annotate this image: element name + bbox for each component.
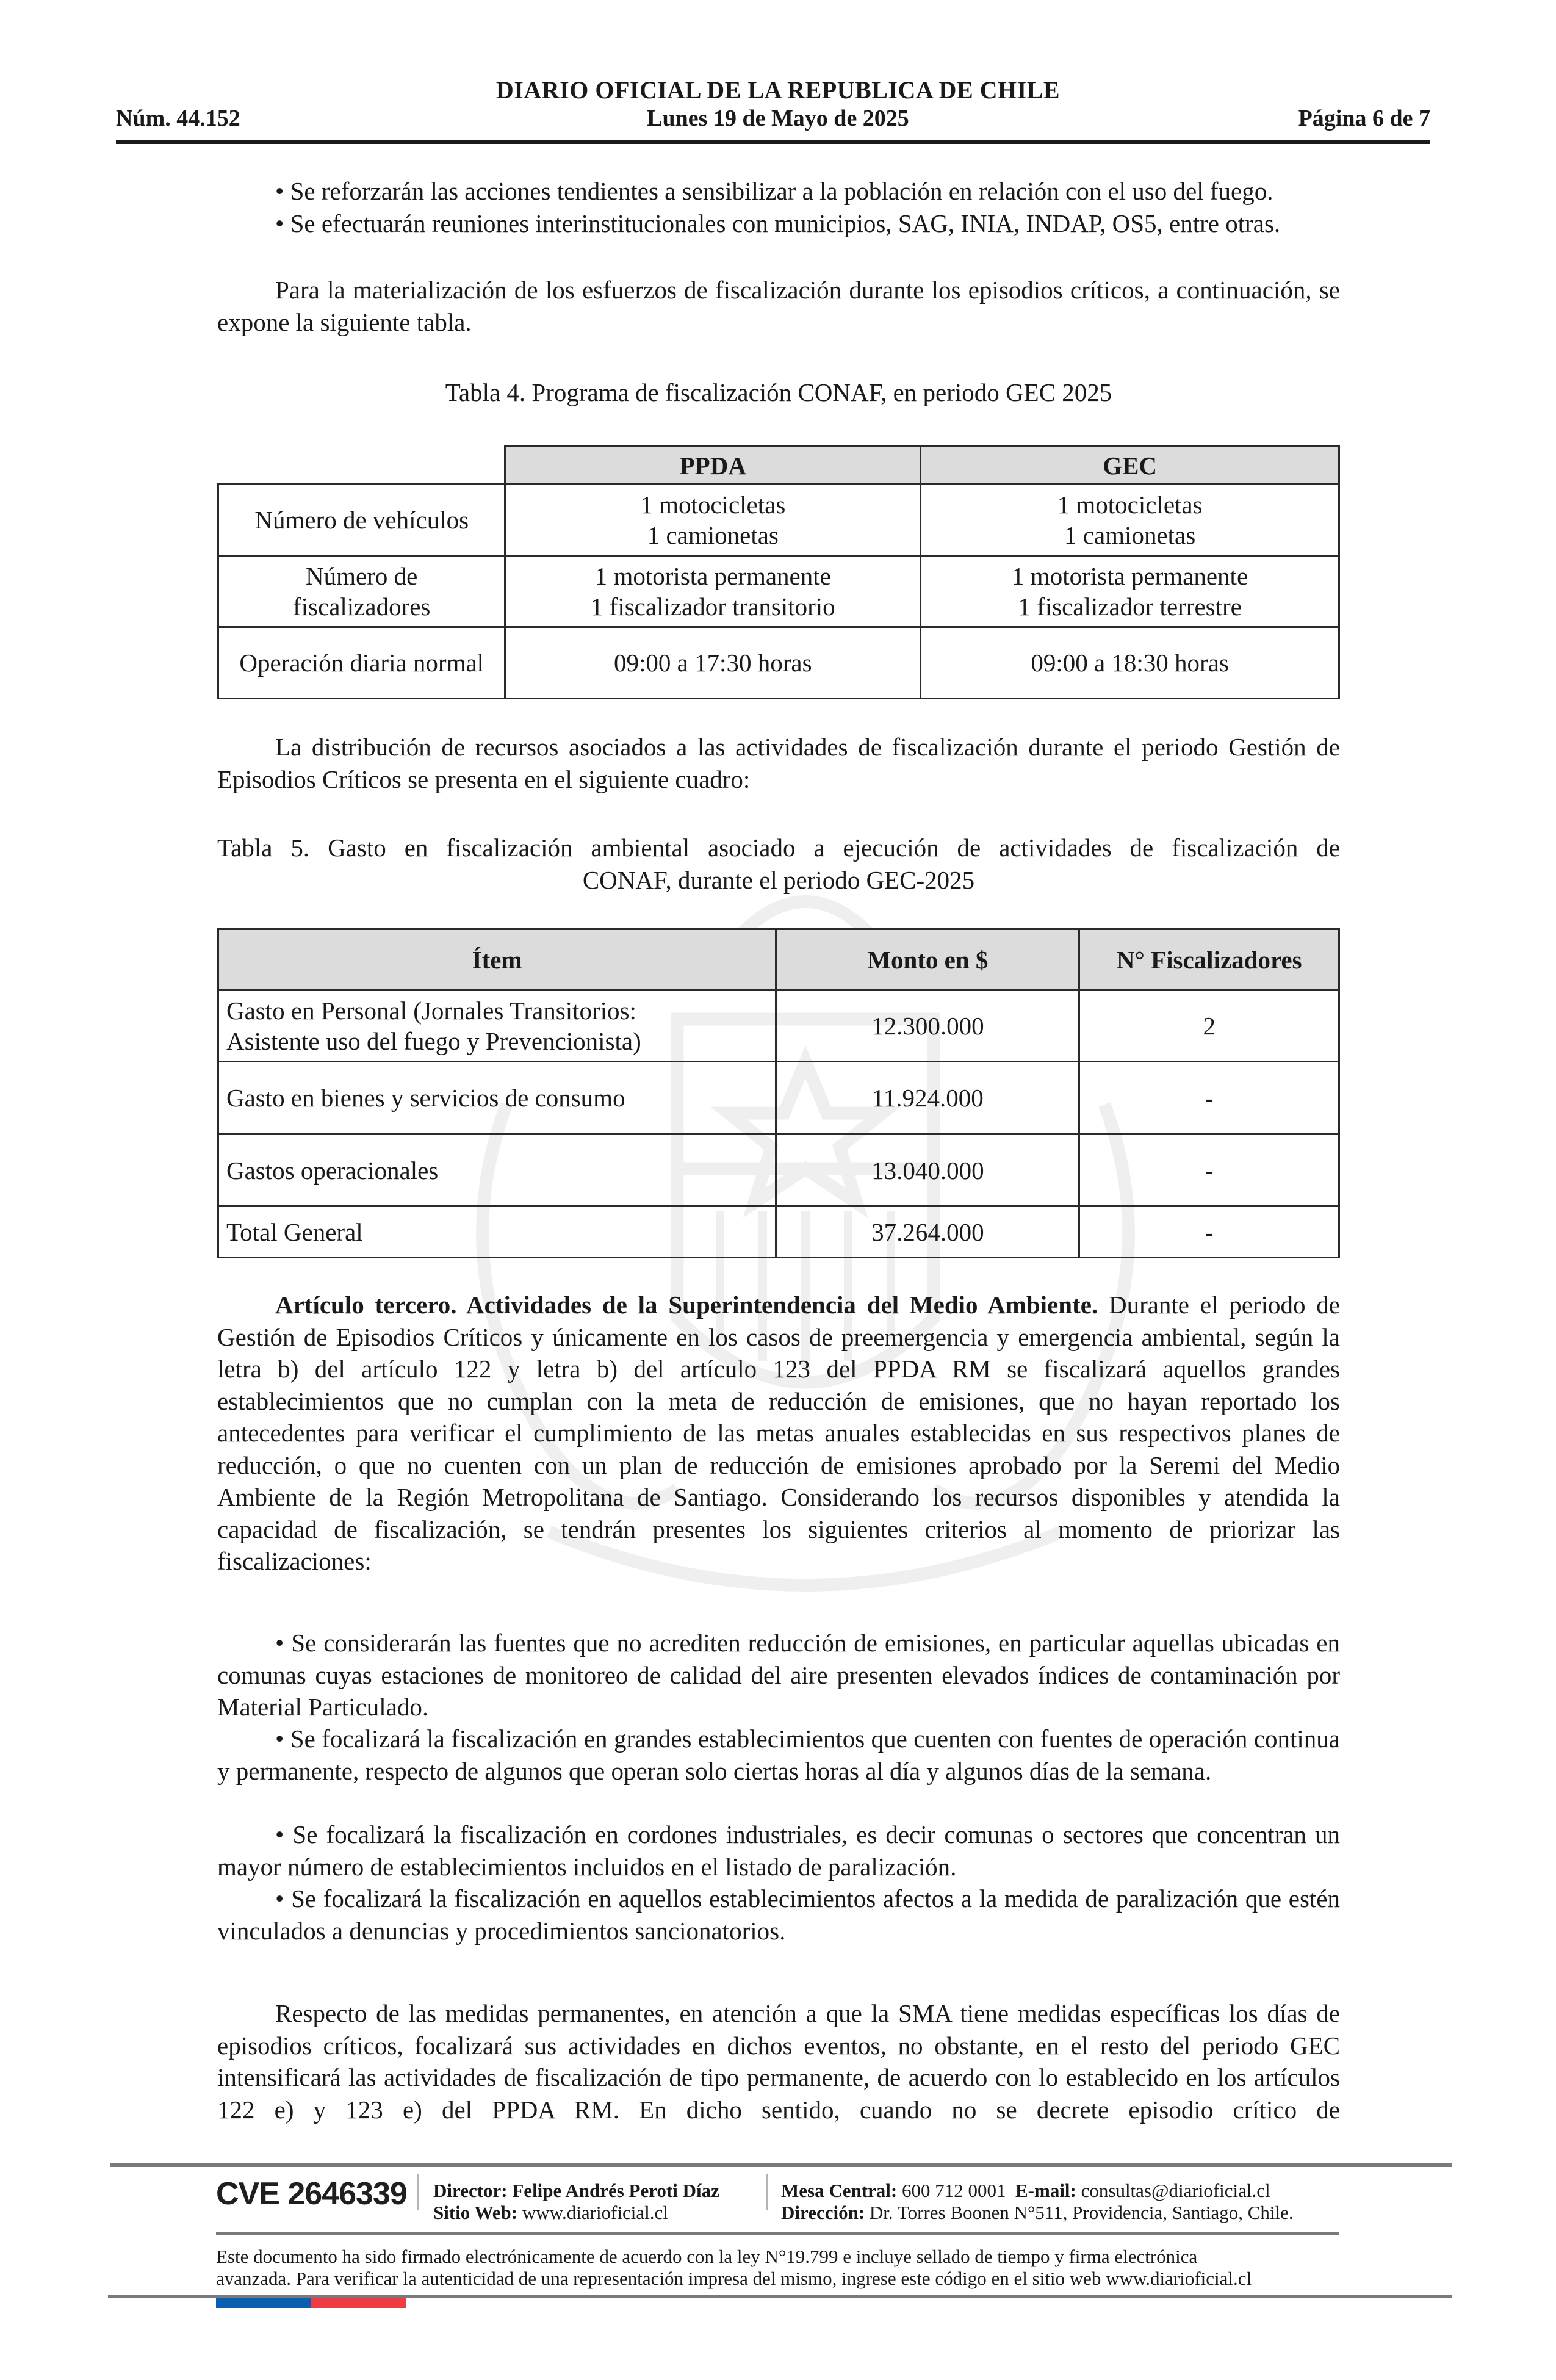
table-row [218,1134,1339,1206]
item-cell: Gasto en Personal (Jornales Transitorios: Asistente uso del fuego y Prevencionista) [218,990,776,1062]
table-cell: 1 motocicletas 1 camionetas [505,485,921,556]
flag-stripe-red [311,2298,406,2308]
inspectors-cell: - [1079,1134,1339,1206]
footer-contact-block: Mesa Central: 600 712 0001 E-mail: consultas@diarioficial.cl Dirección: Dr. Torres Boonen N°511, Providencia, Santiago, Chile. [781,2180,1294,2223]
table-row [218,990,1339,1062]
inspectors-cell: - [1079,1062,1339,1134]
paragraph-table4-intro: Para la materialización de los esfuerzos de fiscalización durante los episodios críticos, a continuación, se expone la siguiente tabla. [217,276,1340,336]
phone-number: 600 712 0001 [902,2180,1006,2201]
inspectors-cell: - [1079,1206,1339,1258]
issue-number: Núm. 44.152 [116,106,240,131]
table4-caption: Tabla 4. Programa de fiscalización CONAF, en periodo GEC 2025 [445,378,1112,406]
bullet-item: • Se reforzarán las acciones tendientes a sensibilizar a la población en relación con el uso del fuego. [275,177,1273,205]
header-rule [116,140,1430,144]
signature-disclaimer: Este documento ha sido firmado electrónicamente de acuerdo con la ley N°19.799 e incluye sellado de tiempo y firma electrónica avanzada. Para verificar la autenticidad de una representación impresa del mismo, ingrese este código en el sitio web www.diarioficial.cl [216,2246,1252,2289]
table-cell: 1 motorista permanente 1 fiscalizador terrestre [921,556,1339,627]
page-indicator: Página 6 de 7 [1298,106,1430,131]
item-cell: Gastos operacionales [218,1134,776,1206]
table-row [218,485,1339,556]
column-header-ppda: PPDA [505,447,921,485]
address: Dr. Torres Boonen N°511, Providencia, Santiago, Chile. [869,2202,1294,2223]
footer-divider [417,2174,419,2210]
paragraph-permanent-measures: Respecto de las medidas permanentes, en atención a que la SMA tiene medidas específicas los días de episodios críticos, focalizará sus actividades en dichos eventos, no obstante, en el resto del periodo GEC intensificará las actividades de fiscalización de tipo permanente, de acuerdo con lo establecido en los artículos 122 e) y 123 e) del PPDA RM. En dicho sentido, cuando no se decrete episodio crítico de [217,1999,1340,2124]
flag-stripe-blue [216,2298,311,2308]
bullet-item: • Se efectuarán reuniones interinstitucionales con municipios, SAG, INIA, INDAP, OS5, entre otras. [275,209,1281,237]
criteria-bullet: • Se focalizará la fiscalización en cordones industriales, es decir comunas o sectores que concentran un mayor número de establecimientos incluidos en el listado de paralización. [217,1820,1340,1881]
table-cell: 1 motorista permanente 1 fiscalizador transitorio [505,556,921,627]
footer-rule [110,2163,1452,2167]
cve-code: CVE 2646339 [216,2176,407,2212]
criteria-bullet: • Se focalizará la fiscalización en grandes establecimientos que cuenten con fuentes de operación continua y permanente, respecto de algunos que operan solo ciertas horas al día y algunos días de la semana. [217,1725,1340,1785]
table-header-row [218,929,1339,990]
table-cell: 09:00 a 17:30 horas [505,627,921,699]
email-link[interactable]: consultas@diarioficial.cl [1081,2180,1270,2201]
footer-divider [766,2174,768,2210]
table-cell: 1 motocicletas 1 camionetas [921,485,1339,556]
column-header-item: Ítem [218,929,776,990]
paragraph-table5-intro: La distribución de recursos asociados a las actividades de fiscalización durante el periodo Gestión de Episodios Críticos se presenta en el siguiente cuadro: [217,733,1340,793]
amount-cell: 13.040.000 [776,1134,1079,1206]
amount-cell: 37.264.000 [776,1206,1079,1258]
criteria-bullet: • Se considerarán las fuentes que no acrediten reducción de emisiones, en particular aquellas ubicadas en comunas cuyas estaciones de monitoreo de calidad del aire presenten elevados índices de contaminación por Material Particulado. [217,1629,1340,1721]
column-header-inspectors: N° Fiscalizadores [1079,929,1339,990]
item-cell: Total General [218,1206,776,1258]
table-row [218,1062,1339,1134]
article-third-paragraph [217,1289,1340,1578]
table5-caption-line1: Tabla 5. Gasto en fiscalización ambiental asociado a ejecución de actividades de fiscalización de [217,834,1340,862]
row-label: Número de fiscalizadores [218,556,505,627]
column-header-amount: Monto en $ [776,929,1079,990]
article-heading: Artículo tercero. Actividades de la Superintendencia del Medio Ambiente. [275,1291,1098,1319]
inspectors-cell: 2 [1079,990,1339,1062]
column-header-gec: GEC [921,447,1339,485]
director-name: Felipe Andrés Peroti Díaz [512,2180,719,2201]
issue-date: Lunes 19 de Mayo de 2025 [647,106,909,131]
website-link[interactable]: www.diarioficial.cl [522,2202,668,2223]
row-label: Operación diaria normal [218,627,505,699]
row-label: Número de vehículos [218,485,505,556]
table-corner-cell [218,447,505,485]
item-cell: Gasto en bienes y servicios de consumo [218,1062,776,1134]
table-cell: 09:00 a 18:30 horas [921,627,1339,699]
article-body: Durante el periodo de Gestión de Episodios Críticos y únicamente en los casos de preemergencia y emergencia ambiental, según la letra b) del artículo 122 y letra b) del artículo 123 del PPDA RM se fiscalizará aquellos grandes establecimientos que no cumplan con la meta de reducción de emisiones, que no hayan reportado los antecedentes para verificar el cumplimiento de las metas anuales establecidas en sus respectivos planes de reducción, o que no cuenten con un plan de reducción de emisiones aprobado por la Seremi del Medio Ambiente de la Región Metropolitana de Santiago. Considerando los recursos disponibles y atendida la capacidad de fiscalización, se tendrán presentes los siguientes criterios al momento de priorizar las fiscalizaciones: [217,1291,1340,1575]
table-header-row [218,447,1339,485]
footer-rule [216,2232,1339,2235]
table-row [218,556,1339,627]
amount-cell: 11.924.000 [776,1062,1079,1134]
table5-caption-line2: CONAF, durante el periodo GEC-2025 [582,866,975,894]
table-total-row [218,1206,1339,1258]
footer-director-block: Director: Felipe Andrés Peroti Díaz Sitio Web: www.diarioficial.cl [433,2180,719,2223]
table4-fiscalization-program [217,445,1340,699]
criteria-bullet: • Se focalizará la fiscalización en aquellos establecimientos afectos a la medida de paralización que estén vinculados a denuncias y procedimientos sancionatorios. [217,1884,1340,1945]
amount-cell: 12.300.000 [776,990,1079,1062]
newspaper-title: DIARIO OFICIAL DE LA REPUBLICA DE CHILE [495,76,1061,104]
table5-fiscalization-expenses [217,928,1340,1258]
table-row [218,627,1339,699]
